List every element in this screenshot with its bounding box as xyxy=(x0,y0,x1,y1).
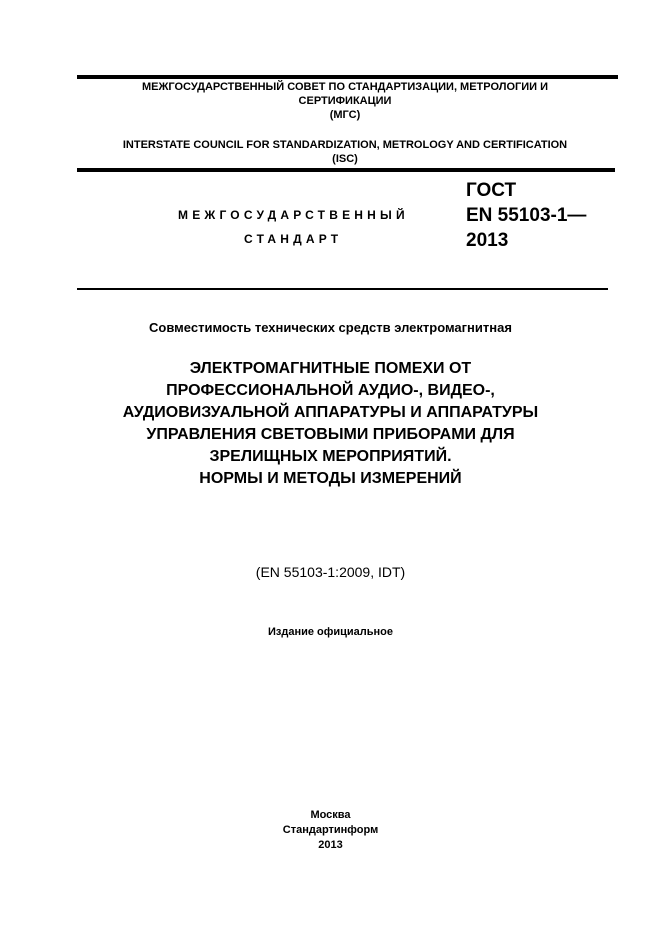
top-rule xyxy=(77,75,618,79)
imprint xyxy=(200,808,461,853)
header-rule xyxy=(77,168,615,172)
council-name-ru xyxy=(100,80,590,122)
council-name-en xyxy=(80,138,610,166)
imprint-publisher: Стандартинформ xyxy=(282,824,379,836)
title-line1: ЭЛЕКТРОМАГНИТНЫЕ ПОМЕХИ ОТ xyxy=(189,360,472,377)
council-en-line1: INTERSTATE COUNCIL FOR STANDARDIZATION, METROLOGY AND CERTIFICATION xyxy=(122,139,568,151)
title-line5: ЗРЕЛИЩНЫХ МЕРОПРИЯТИЙ. xyxy=(209,448,452,465)
council-ru-line2: СЕРТИФИКАЦИИ xyxy=(298,95,392,107)
gost-line1: ГОСТ xyxy=(466,180,517,201)
gost-line2: EN 55103-1— xyxy=(466,205,587,226)
designation-rule xyxy=(77,288,608,290)
title-line3: АУДИОВИЗУАЛЬНОЙ АППАРАТУРЫ И АППАРАТУРЫ xyxy=(122,404,539,421)
council-en-abbr: (ISC) xyxy=(332,153,358,165)
title-line4: УПРАВЛЕНИЯ СВЕТОВЫМИ ПРИБОРАМИ ДЛЯ xyxy=(146,426,515,443)
document-title xyxy=(60,358,601,490)
equivalence-note: (EN 55103-1:2009, IDT) xyxy=(255,564,406,580)
title-line2: ПРОФЕССИОНАЛЬНОЙ АУДИО-, ВИДЕО-, xyxy=(166,382,495,399)
council-ru-line1: МЕЖГОСУДАРСТВЕННЫЙ СОВЕТ ПО СТАНДАРТИЗАЦИИ, МЕТРОЛОГИИ И xyxy=(141,81,549,93)
title-line6: НОРМЫ И МЕТОДЫ ИЗМЕРЕНИЙ xyxy=(199,470,462,487)
edition-note: Издание официальное xyxy=(267,626,394,638)
gost-designation xyxy=(466,178,586,253)
gost-line3: 2013 xyxy=(466,230,509,251)
council-ru-abbr: (МГС) xyxy=(329,109,361,121)
imprint-year: 2013 xyxy=(318,839,343,851)
standard-kind-line2: СТАНДАРТ xyxy=(244,232,343,246)
imprint-city: Москва xyxy=(310,809,351,821)
standard-kind-line1: МЕЖГОСУДАРСТВЕННЫЙ xyxy=(178,208,409,222)
document-subtitle: Совместимость технических средств электромагнитная xyxy=(149,320,512,335)
